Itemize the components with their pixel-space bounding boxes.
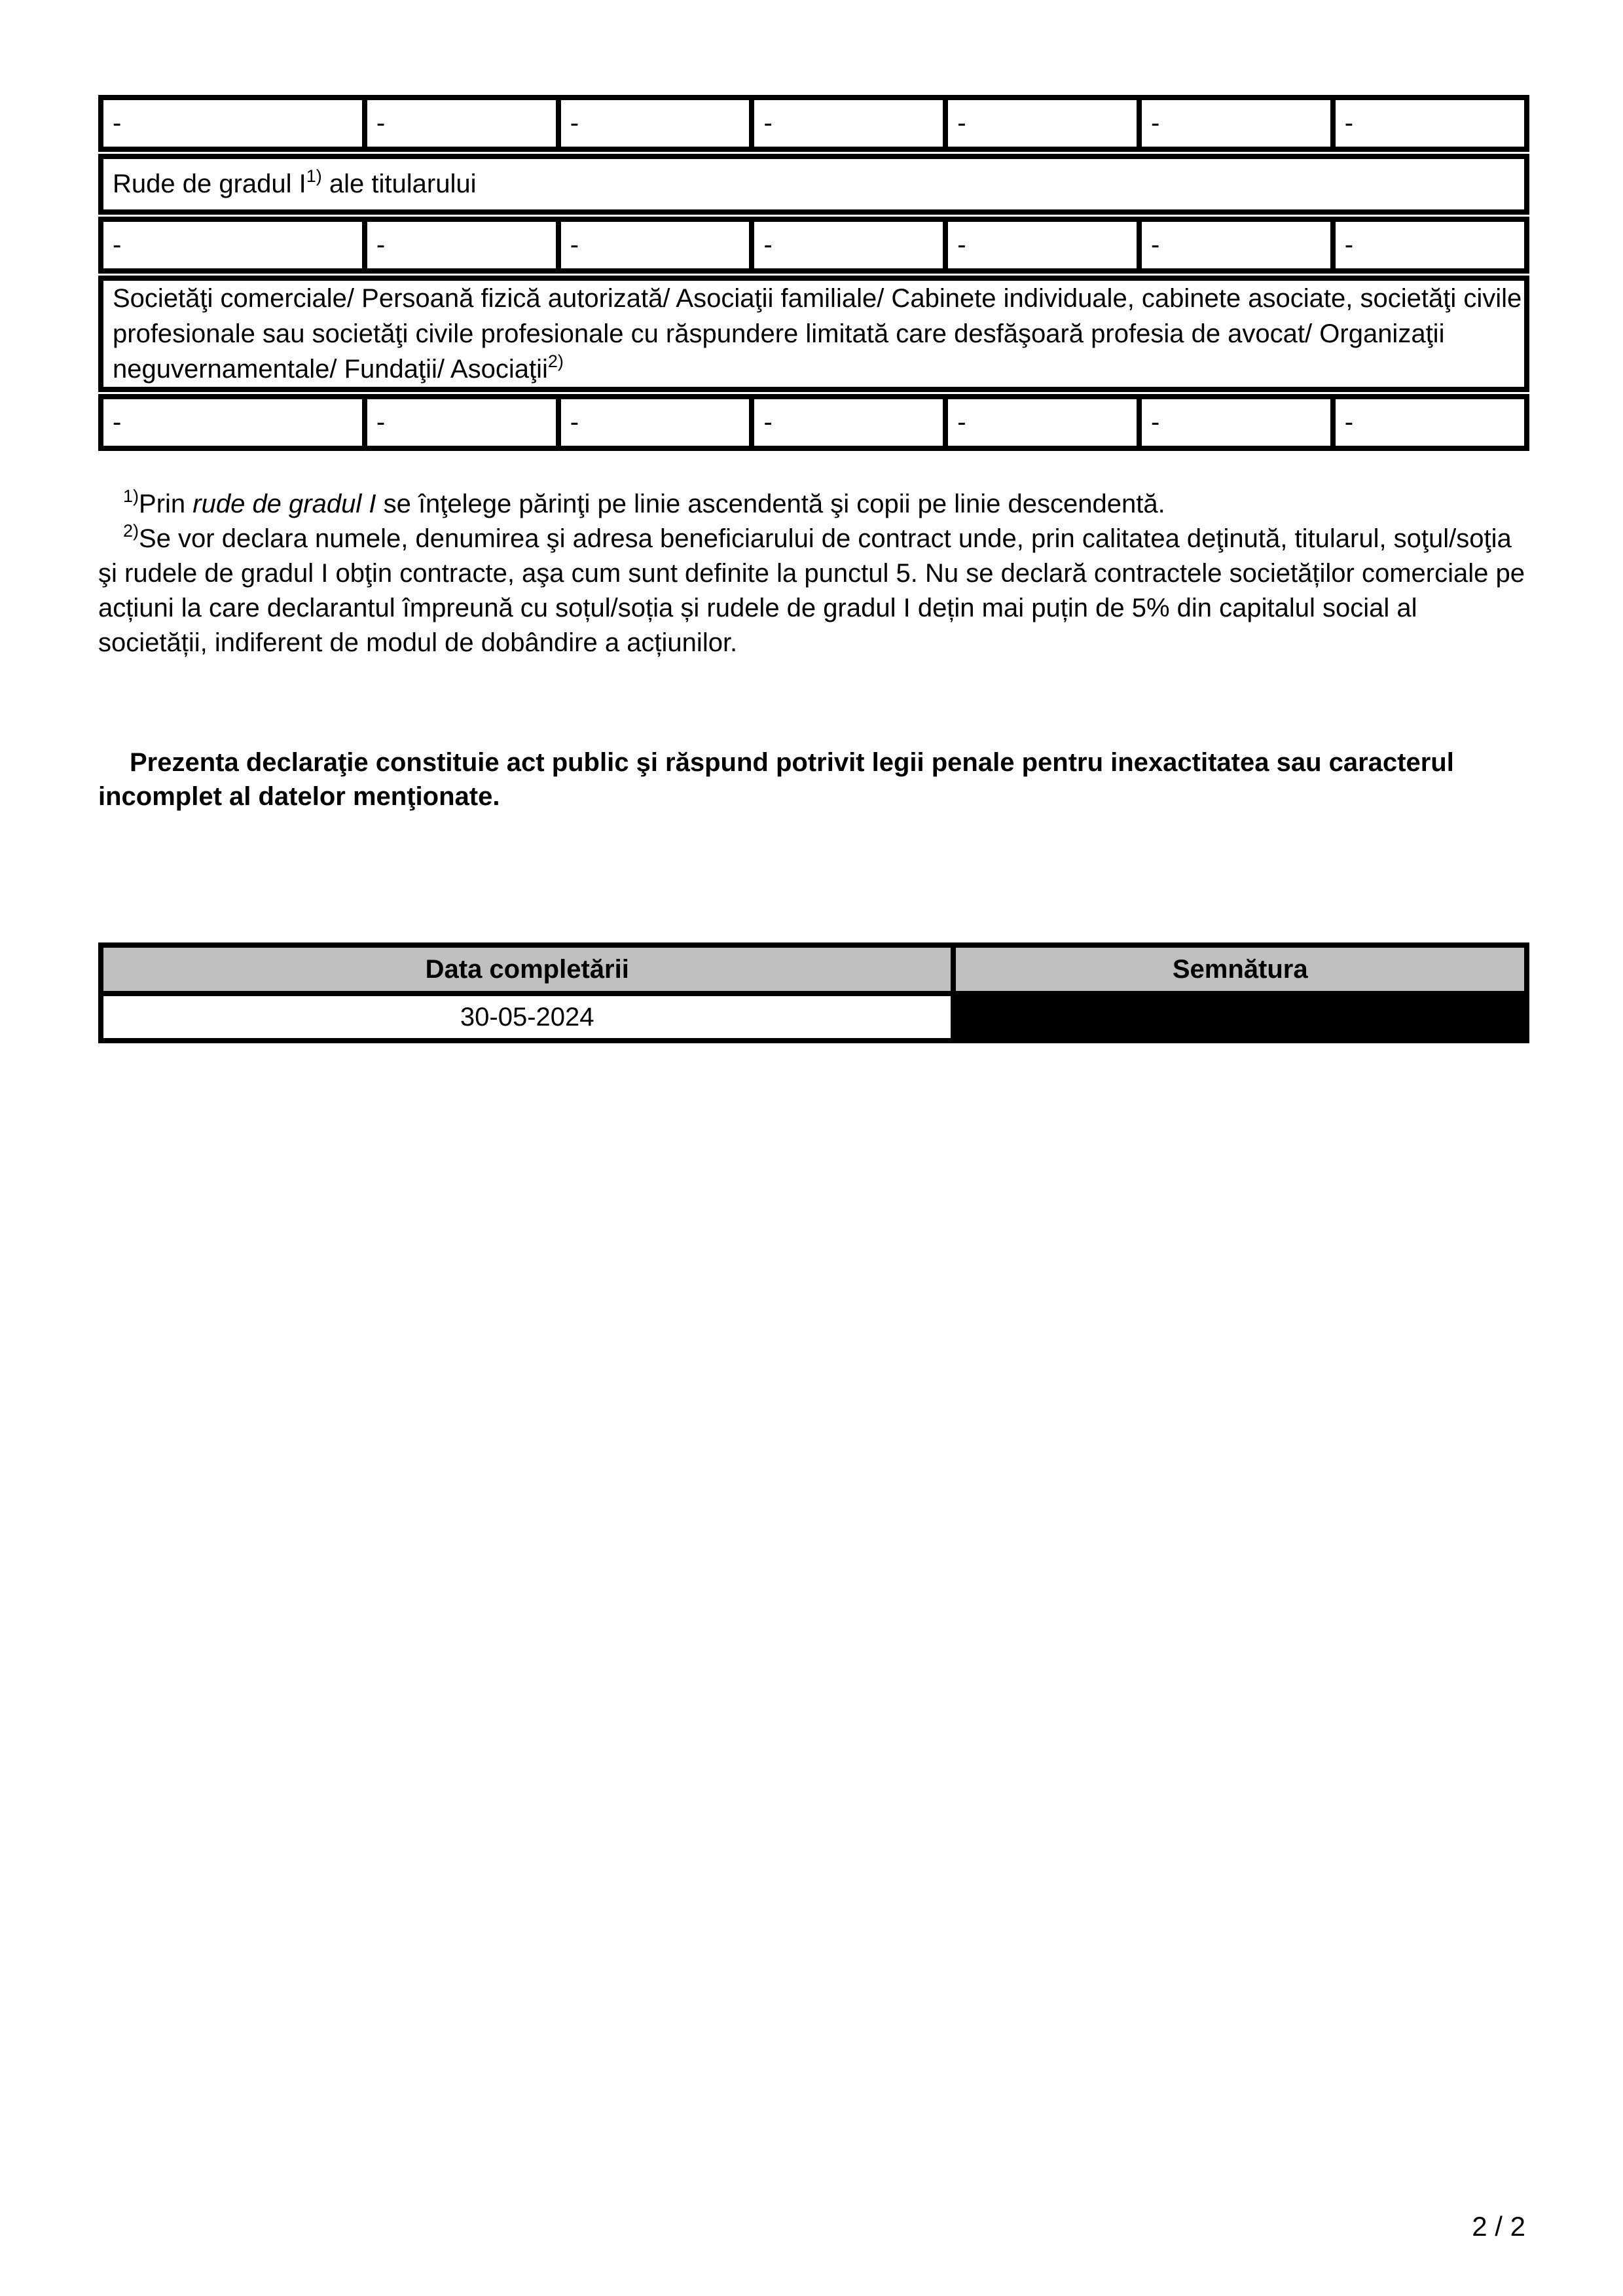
footnote-1-marker: 1) [123, 486, 139, 506]
companies-section-header [98, 276, 1529, 392]
relatives-header-text: Rude de gradul I [113, 170, 306, 198]
date-header-cell: Data completării [101, 945, 953, 994]
relatives-header-text-after: ale titularului [321, 170, 477, 198]
empty-cell: - [1333, 397, 1527, 448]
companies-header-cell [101, 278, 1527, 389]
table-row [101, 278, 1527, 389]
empty-cell: - [945, 397, 1139, 448]
table-header-row [101, 945, 1527, 994]
page-number: 2 / 2 [1472, 2211, 1525, 2242]
footnote-1-text: Prin [139, 490, 193, 518]
footnotes-block [98, 487, 1529, 660]
empty-cell: - [1333, 219, 1527, 271]
empty-cell: - [101, 98, 365, 149]
table-row [101, 98, 1527, 149]
table-row [101, 156, 1527, 212]
relatives-header-cell [101, 156, 1527, 212]
signature-header-cell: Semnătura [953, 945, 1527, 994]
footnote-ref-1: 1) [306, 166, 322, 186]
empty-cell: - [1333, 98, 1527, 149]
completion-date-value: 30-05-2024 [101, 994, 953, 1041]
empty-cell: - [365, 98, 558, 149]
empty-cell: - [101, 397, 365, 448]
empty-values-row-3 [98, 394, 1529, 451]
empty-values-row-2 [98, 217, 1529, 274]
empty-values-row-1 [98, 95, 1529, 152]
empty-cell: - [558, 397, 752, 448]
completion-signature-table [98, 942, 1529, 1043]
empty-cell: - [1139, 397, 1333, 448]
page-content [98, 95, 1529, 1043]
empty-cell: - [945, 98, 1139, 149]
empty-cell: - [558, 98, 752, 149]
companies-header-text: Societăţi comerciale/ Persoană fizică autorizată/ Asociaţii familiale/ Cabinete individuale, cabinete asociate, societăţi civile profesionale sau societăţi civile profesionale cu răspundere limitată care desfăşoară profesia de avocat/ Organizaţii neguvernamentale/ Fundaţii/ Asociaţii [113, 284, 1522, 384]
table-row [101, 397, 1527, 448]
empty-cell: - [752, 219, 945, 271]
table-row [101, 219, 1527, 271]
relatives-section-header [98, 154, 1529, 215]
empty-cell: - [1139, 219, 1333, 271]
empty-cell: - [365, 397, 558, 448]
empty-cell: - [945, 219, 1139, 271]
empty-cell: - [1139, 98, 1333, 149]
empty-cell: - [558, 219, 752, 271]
signature-redaction-box [953, 994, 1527, 1041]
empty-cell: - [101, 219, 365, 271]
footnote-1 [98, 487, 1529, 522]
footnote-ref-2: 2) [547, 351, 564, 371]
footnote-1-italic-term: rude de gradul I [192, 490, 376, 518]
footnote-1-text-after: se înţelege părinţi pe linie ascendentă şi copii pe linie descendentă. [376, 490, 1165, 518]
footnote-2-text: Se vor declara numele, denumirea şi adresa beneficiarului de contract unde, prin calitatea deţinută, titularul, soţul/soţia şi rudele de gradul I obţin contracte, aşa cum sunt definite la punctul 5. Nu se declară contractele societăților comerciale pe acțiuni la care declarantul împreună cu soțul/soția și rudele de gradul I dețin mai puțin de 5% din capitalul social al societății, indiferent de modul de dobândire a acțiunilor. [98, 524, 1525, 657]
empty-cell: - [365, 219, 558, 271]
table-row [101, 994, 1527, 1041]
footnote-2-marker: 2) [123, 521, 139, 541]
empty-cell: - [752, 98, 945, 149]
legal-statement: Prezenta declaraţie constituie act public şi răspund potrivit legii penale pentru inexactitatea sau caracterul incomplet al datelor menţionate. [98, 748, 1454, 811]
footnote-2 [98, 522, 1529, 660]
empty-cell: - [752, 397, 945, 448]
